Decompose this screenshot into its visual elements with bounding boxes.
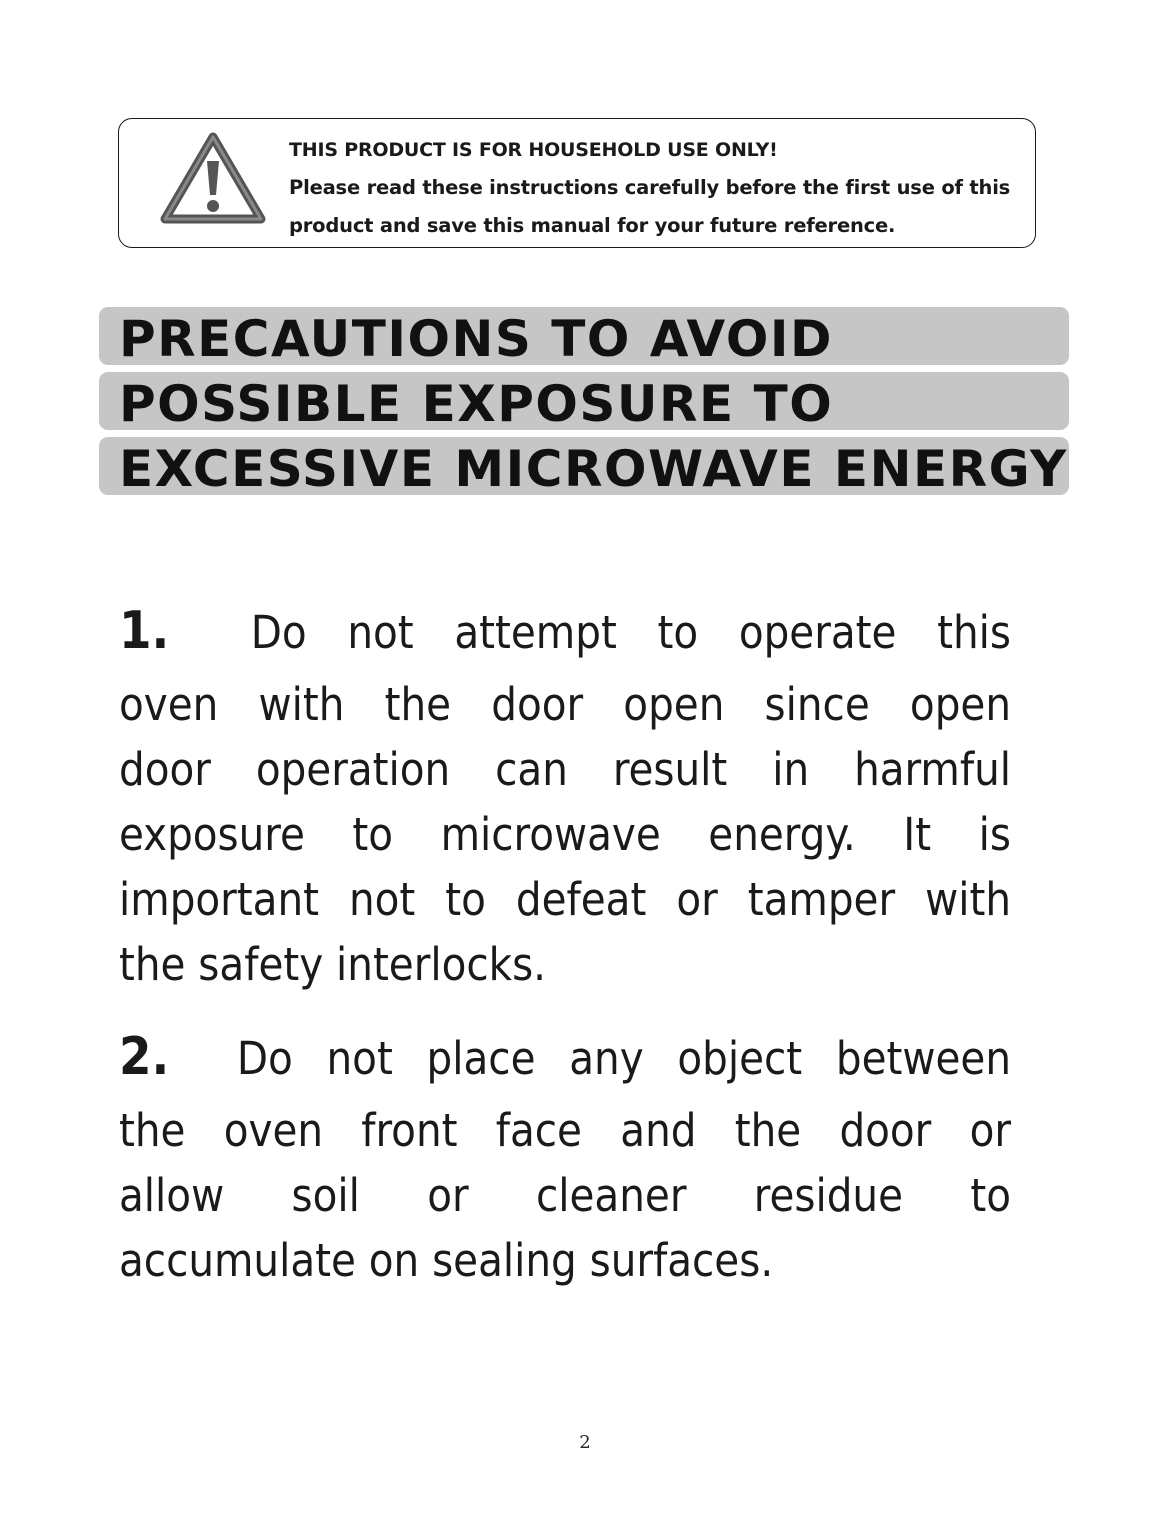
item-line: important not to defeat or tamper with xyxy=(119,873,1011,926)
item-number: 1. xyxy=(119,601,170,661)
precaution-item-2 xyxy=(119,1018,1011,1293)
item-line: Do not attempt to operate this xyxy=(250,606,1011,659)
item-2-first-line xyxy=(119,1018,1011,1098)
item-line: Do not place any object between xyxy=(236,1032,1011,1085)
section-heading-line-1: PRECAUTIONS TO AVOID xyxy=(119,310,833,368)
section-heading-line-3: EXCESSIVE MICROWAVE ENERGY xyxy=(119,440,1068,498)
item-line: exposure to microwave energy. It is xyxy=(119,808,1011,861)
warning-triangle-icon xyxy=(157,129,269,229)
notice-line-2: product and save this manual for your future reference. xyxy=(289,214,896,237)
item-1-first-line xyxy=(119,592,1011,672)
page-number: 2 xyxy=(579,1432,591,1453)
item-line: oven with the door open since open xyxy=(119,678,1011,731)
precaution-item-1 xyxy=(119,592,1011,997)
item-number: 2. xyxy=(119,1027,170,1087)
household-use-notice xyxy=(118,118,1036,248)
notice-headline: THIS PRODUCT IS FOR HOUSEHOLD USE ONLY! xyxy=(289,139,778,161)
item-line: allow soil or cleaner residue to xyxy=(119,1169,1011,1222)
item-line: door operation can result in harmful xyxy=(119,743,1011,796)
section-heading-line-2: POSSIBLE EXPOSURE TO xyxy=(119,375,834,433)
item-line: the oven front face and the door or xyxy=(119,1104,1011,1157)
item-line: accumulate on sealing surfaces. xyxy=(119,1234,774,1287)
notice-line-1: Please read these instructions carefully before the first use of this xyxy=(289,176,1011,199)
notice-text xyxy=(289,131,1019,245)
item-line: the safety interlocks. xyxy=(119,938,547,991)
